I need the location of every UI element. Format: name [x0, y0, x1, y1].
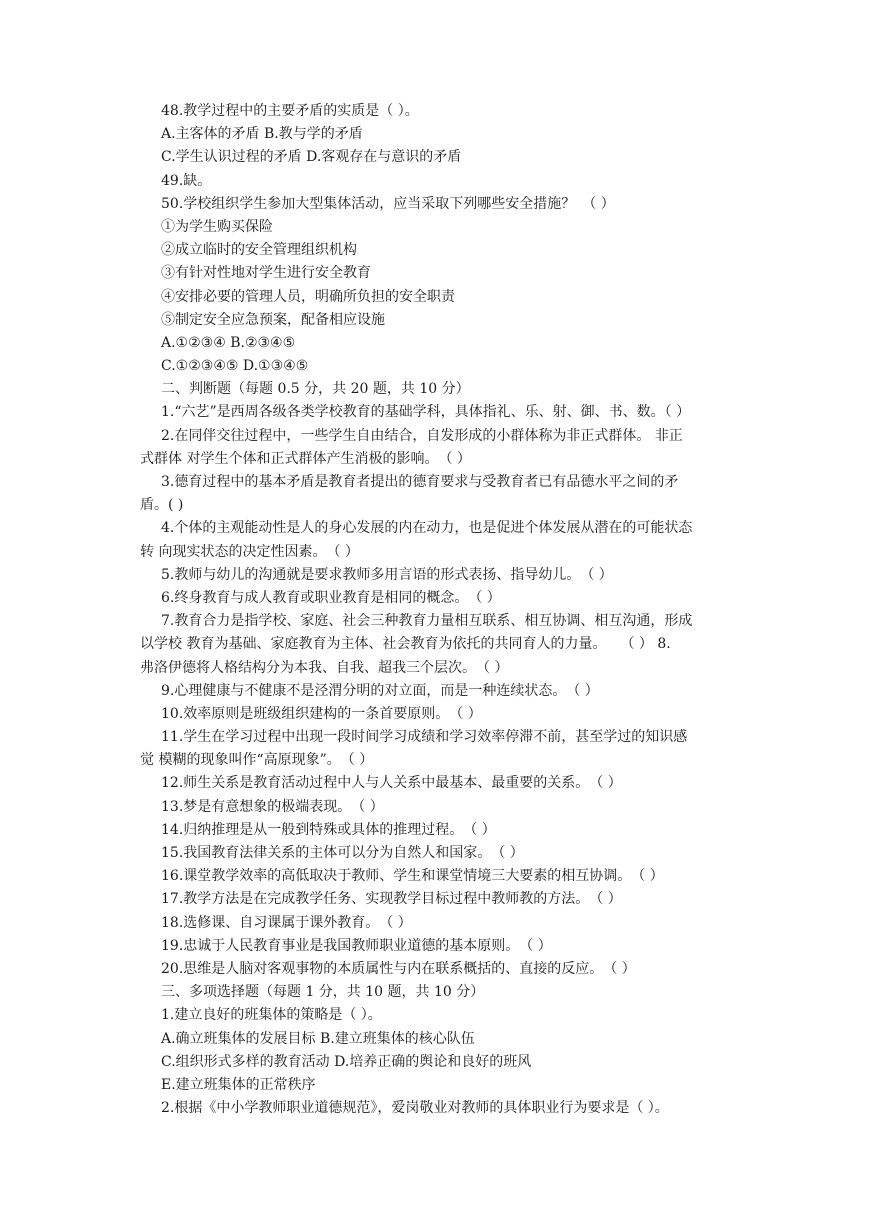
- text-line: 16.课堂教学效率的高低取决于教师、学生和课堂情境三大要素的相互协调。 （ ）: [161, 868, 664, 885]
- text-line: ③有针对性地对学生进行安全教育: [161, 265, 371, 282]
- text-line: 15.我国教育法律关系的主体可以分为自然人和国家。 （ ）: [161, 845, 524, 861]
- text-line: 9.心理健康与不健康不是泾渭分明的对立面，而是一种连续状态。 （ ）: [161, 682, 599, 699]
- text-line: 盾。( ): [140, 497, 184, 514]
- text-line: 18.选修课、自习课属于课外教育。 （ ）: [161, 914, 412, 931]
- text-line: 1.“六艺”是西周各级各类学校教育的基础学科，具体指礼、乐、射、御、书、数。（ ）: [161, 404, 691, 421]
- text-line: 式群体 对学生个体和正式群体产生消极的影响。 （ ）: [140, 450, 471, 467]
- text-line: ①为学生购买保险: [161, 218, 273, 235]
- text-line: A.主客体的矛盾 B.教与学的矛盾: [161, 126, 363, 143]
- text-line: ④安排必要的管理人员，明确所负担的安全职责: [161, 288, 455, 305]
- text-line: 三、多项选择题（每题 1 分，共 10 题，共 10 分）: [161, 984, 485, 1001]
- text-line: 10.效率原则是班级组织建构的一条首要原则。 （ ）: [161, 705, 482, 722]
- text-line: 49.缺。: [161, 172, 212, 189]
- text-line: ⑤制定安全应急预案，配备相应设施: [161, 311, 385, 328]
- text-line: 2.在同伴交往过程中，一些学生自由结合，自发形成的小群体称为非正式群体。 非正: [161, 427, 683, 444]
- text-line: 二、判断题（每题 0.5 分，共 20 题，共 10 分）: [161, 381, 470, 398]
- text-line: 转 向现实状态的决定性因素。 （ ）: [140, 543, 359, 560]
- text-line: C.学生认识过程的矛盾 D.客观存在与意识的矛盾: [161, 149, 462, 166]
- text-line: 48.教学过程中的主要矛盾的实质是（ ）。: [161, 103, 419, 119]
- text-line: 1.建立良好的班集体的策略是（ ）。: [161, 1007, 382, 1024]
- text-line: E.建立班集体的正常秩序: [161, 1076, 316, 1093]
- text-line: A.①②③④ B.②③④⑤: [161, 334, 296, 351]
- text-line: 11.学生在学习过程中出现一段时间学习成绩和学习效率停滞不前，甚至学过的知识感: [161, 729, 688, 746]
- text-line: 6.终身教育与成人教育或职业教育是相同的概念。 （ ）: [161, 589, 501, 606]
- text-line: 14.归纳推理是从一般到特殊或具体的推理过程。 （ ）: [161, 821, 496, 838]
- text-line: A.确立班集体的发展目标 B.建立班集体的核心队伍: [161, 1030, 475, 1047]
- text-line: 5.教师与幼儿的沟通就是要求教师多用言语的形式表扬、指导幼儿。 （ ）: [161, 566, 613, 583]
- text-line: 13.梦是有意想象的极端表现。 （ ）: [161, 798, 384, 815]
- text-line: 12.师生关系是教育活动过程中人与人关系中最基本、最重要的关系。 （ ）: [161, 775, 622, 792]
- text-line: 以学校 教育为基础、家庭教育为主体、社会教育为依托的共同育人的力量。 （ ） 8.: [140, 636, 671, 653]
- text-line: 弗洛伊德将人格结构分为本我、自我、超我三个层次。 （ ）: [140, 659, 509, 676]
- document-body: [140, 100, 725, 1120]
- text-line: C.组织形式多样的教育活动 D.培养正确的舆论和良好的班风: [161, 1053, 532, 1070]
- text-line: 20.思维是人脑对客观事物的本质属性与内在联系概括的、直接的反应。 （ ）: [161, 960, 636, 977]
- text-line: 2.根据《中小学教师职业道德规范》，爱岗敬业对教师的具体职业行为要求是（ ）。: [161, 1100, 669, 1117]
- text-line: 19.忠诚于人民教育事业是我国教师职业道德的基本原则。 （ ）: [161, 937, 552, 954]
- text-line: 觉 模糊的现象叫作“高原现象”。 （ ）: [140, 752, 374, 769]
- text-line: ②成立临时的安全管理组织机构: [161, 242, 357, 259]
- text-line: 17.教学方法是在完成教学任务、实现教学目标过程中教师教的方法。 （ ）: [161, 891, 622, 908]
- text-line: C.①②③④⑤ D.①③④⑤: [161, 358, 309, 375]
- text-line: 4.个体的主观能动性是人的身心发展的内在动力，也是促进个体发展从潜在的可能状态: [161, 520, 693, 537]
- text-line: 3.德育过程中的基本矛盾是教育者提出的德育要求与受教育者已有品德水平之间的矛: [161, 474, 679, 490]
- text-line: 50.学校组织学生参加大型集体活动，应当采取下列哪些安全措施？ （ ）: [161, 195, 615, 212]
- text-line: 7.教育合力是指学校、家庭、社会三种教育力量相互联系、相互协调、相互沟通，形成: [161, 613, 693, 630]
